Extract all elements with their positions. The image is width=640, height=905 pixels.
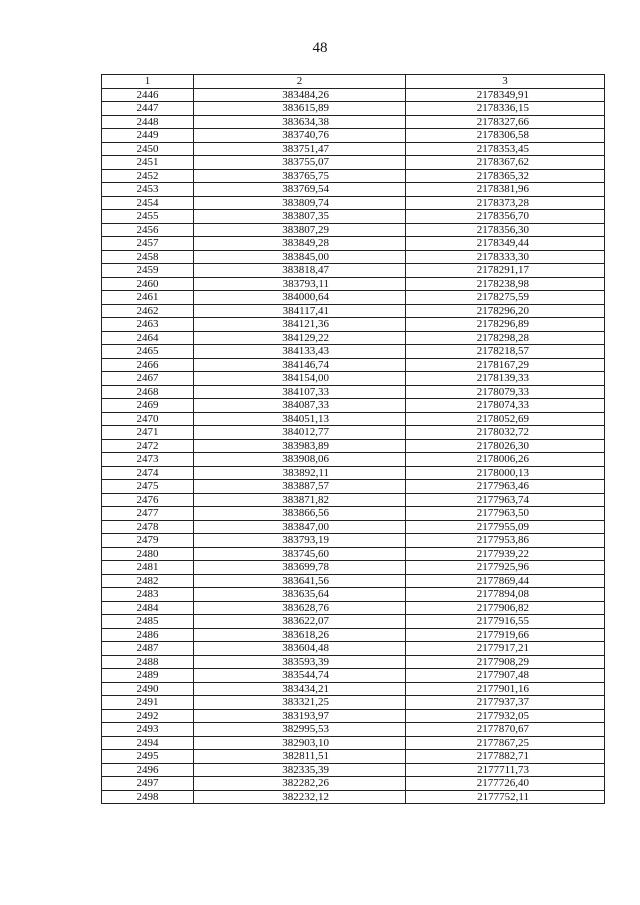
y-coordinate-cell: 2177963,46 [406, 480, 605, 494]
y-coordinate-cell: 2178291,17 [406, 264, 605, 278]
point-number-cell: 2474 [102, 466, 194, 480]
table-row [102, 237, 605, 251]
y-coordinate-cell: 2178356,30 [406, 223, 605, 237]
y-coordinate-cell: 2178349,44 [406, 237, 605, 251]
x-coordinate-cell: 383699,78 [194, 561, 406, 575]
y-coordinate-cell: 2177925,96 [406, 561, 605, 575]
y-coordinate-cell: 2177882,71 [406, 750, 605, 764]
x-coordinate-cell: 383618,26 [194, 628, 406, 642]
y-coordinate-cell: 2178349,91 [406, 88, 605, 102]
point-number-cell: 2462 [102, 304, 194, 318]
point-number-cell: 2488 [102, 655, 194, 669]
table-row [102, 547, 605, 561]
y-coordinate-cell: 2178333,30 [406, 250, 605, 264]
x-coordinate-cell: 383321,25 [194, 696, 406, 710]
y-coordinate-cell: 2177711,73 [406, 763, 605, 777]
table-row [102, 345, 605, 359]
y-coordinate-cell: 2177752,11 [406, 790, 605, 804]
x-coordinate-cell: 384121,36 [194, 318, 406, 332]
x-coordinate-cell: 383887,57 [194, 480, 406, 494]
table-row [102, 385, 605, 399]
x-coordinate-cell: 383628,76 [194, 601, 406, 615]
x-coordinate-cell: 383755,07 [194, 156, 406, 170]
table-row [102, 210, 605, 224]
table-row [102, 183, 605, 197]
x-coordinate-cell: 383809,74 [194, 196, 406, 210]
y-coordinate-cell: 2177916,55 [406, 615, 605, 629]
point-number-cell: 2447 [102, 102, 194, 116]
y-coordinate-cell: 2177894,08 [406, 588, 605, 602]
y-coordinate-cell: 2178000,13 [406, 466, 605, 480]
point-number-cell: 2489 [102, 669, 194, 683]
point-number-cell: 2470 [102, 412, 194, 426]
table-row [102, 196, 605, 210]
y-coordinate-cell: 2177953,86 [406, 534, 605, 548]
table-row [102, 709, 605, 723]
point-number-cell: 2477 [102, 507, 194, 521]
point-number-cell: 2451 [102, 156, 194, 170]
y-coordinate-cell: 2178296,20 [406, 304, 605, 318]
y-coordinate-cell: 2177937,37 [406, 696, 605, 710]
y-coordinate-cell: 2177963,50 [406, 507, 605, 521]
table-row [102, 304, 605, 318]
point-number-cell: 2467 [102, 372, 194, 386]
x-coordinate-cell: 383641,56 [194, 574, 406, 588]
point-number-cell: 2456 [102, 223, 194, 237]
point-number-cell: 2492 [102, 709, 194, 723]
table-row [102, 601, 605, 615]
column-header-2: 2 [194, 75, 406, 89]
x-coordinate-cell: 384133,43 [194, 345, 406, 359]
point-number-cell: 2461 [102, 291, 194, 305]
x-coordinate-cell: 382335,39 [194, 763, 406, 777]
table-row [102, 372, 605, 386]
point-number-cell: 2472 [102, 439, 194, 453]
x-coordinate-cell: 383983,89 [194, 439, 406, 453]
table-row [102, 696, 605, 710]
y-coordinate-cell: 2178356,70 [406, 210, 605, 224]
point-number-cell: 2450 [102, 142, 194, 156]
table-row [102, 574, 605, 588]
point-number-cell: 2455 [102, 210, 194, 224]
point-number-cell: 2485 [102, 615, 194, 629]
point-number-cell: 2458 [102, 250, 194, 264]
table-row [102, 412, 605, 426]
y-coordinate-cell: 2177907,48 [406, 669, 605, 683]
y-coordinate-cell: 2178052,69 [406, 412, 605, 426]
x-coordinate-cell: 384129,22 [194, 331, 406, 345]
table-row [102, 615, 605, 629]
x-coordinate-cell: 383793,11 [194, 277, 406, 291]
y-coordinate-cell: 2177870,67 [406, 723, 605, 737]
x-coordinate-cell: 383871,82 [194, 493, 406, 507]
x-coordinate-cell: 383745,60 [194, 547, 406, 561]
x-coordinate-cell: 383751,47 [194, 142, 406, 156]
point-number-cell: 2463 [102, 318, 194, 332]
y-coordinate-cell: 2178238,98 [406, 277, 605, 291]
point-number-cell: 2498 [102, 790, 194, 804]
x-coordinate-cell: 383193,97 [194, 709, 406, 723]
point-number-cell: 2465 [102, 345, 194, 359]
point-number-cell: 2493 [102, 723, 194, 737]
point-number-cell: 2487 [102, 642, 194, 656]
x-coordinate-cell: 383740,76 [194, 129, 406, 143]
y-coordinate-cell: 2178218,57 [406, 345, 605, 359]
point-number-cell: 2446 [102, 88, 194, 102]
x-coordinate-cell: 383849,28 [194, 237, 406, 251]
x-coordinate-cell: 383622,07 [194, 615, 406, 629]
y-coordinate-cell: 2178006,26 [406, 453, 605, 467]
x-coordinate-cell: 383845,00 [194, 250, 406, 264]
point-number-cell: 2452 [102, 169, 194, 183]
point-number-cell: 2453 [102, 183, 194, 197]
table-row [102, 277, 605, 291]
point-number-cell: 2476 [102, 493, 194, 507]
y-coordinate-cell: 2178074,33 [406, 399, 605, 413]
table-row [102, 736, 605, 750]
table-row [102, 129, 605, 143]
point-number-cell: 2459 [102, 264, 194, 278]
x-coordinate-cell: 383908,06 [194, 453, 406, 467]
point-number-cell: 2479 [102, 534, 194, 548]
table-row [102, 480, 605, 494]
table-row [102, 642, 605, 656]
point-number-cell: 2495 [102, 750, 194, 764]
table-row [102, 115, 605, 129]
y-coordinate-cell: 2177919,66 [406, 628, 605, 642]
table-row [102, 318, 605, 332]
table-row [102, 777, 605, 791]
table-header-row [102, 75, 605, 89]
point-number-cell: 2496 [102, 763, 194, 777]
table-row [102, 763, 605, 777]
point-number-cell: 2473 [102, 453, 194, 467]
x-coordinate-cell: 383765,75 [194, 169, 406, 183]
point-number-cell: 2454 [102, 196, 194, 210]
point-number-cell: 2464 [102, 331, 194, 345]
table-row [102, 520, 605, 534]
y-coordinate-cell: 2177908,29 [406, 655, 605, 669]
x-coordinate-cell: 382811,51 [194, 750, 406, 764]
table-row [102, 507, 605, 521]
point-number-cell: 2486 [102, 628, 194, 642]
y-coordinate-cell: 2178079,33 [406, 385, 605, 399]
table-row [102, 156, 605, 170]
table-body [102, 88, 605, 804]
coordinates-table [101, 74, 605, 804]
point-number-cell: 2494 [102, 736, 194, 750]
x-coordinate-cell: 382282,26 [194, 777, 406, 791]
point-number-cell: 2497 [102, 777, 194, 791]
x-coordinate-cell: 383818,47 [194, 264, 406, 278]
point-number-cell: 2482 [102, 574, 194, 588]
table-row [102, 264, 605, 278]
x-coordinate-cell: 384117,41 [194, 304, 406, 318]
point-number-cell: 2475 [102, 480, 194, 494]
y-coordinate-cell: 2178373,28 [406, 196, 605, 210]
x-coordinate-cell: 382995,53 [194, 723, 406, 737]
table-row [102, 169, 605, 183]
x-coordinate-cell: 382232,12 [194, 790, 406, 804]
table-row [102, 358, 605, 372]
table-row [102, 561, 605, 575]
y-coordinate-cell: 2178327,66 [406, 115, 605, 129]
y-coordinate-cell: 2177901,16 [406, 682, 605, 696]
table-row [102, 655, 605, 669]
table-row [102, 88, 605, 102]
table-row [102, 723, 605, 737]
x-coordinate-cell: 384000,64 [194, 291, 406, 305]
x-coordinate-cell: 383807,35 [194, 210, 406, 224]
x-coordinate-cell: 383434,21 [194, 682, 406, 696]
table-row [102, 399, 605, 413]
column-header-1: 1 [102, 75, 194, 89]
x-coordinate-cell: 383615,89 [194, 102, 406, 116]
table-row [102, 534, 605, 548]
x-coordinate-cell: 383634,38 [194, 115, 406, 129]
table-row [102, 588, 605, 602]
y-coordinate-cell: 2178032,72 [406, 426, 605, 440]
x-coordinate-cell: 383484,26 [194, 88, 406, 102]
y-coordinate-cell: 2177917,21 [406, 642, 605, 656]
point-number-cell: 2480 [102, 547, 194, 561]
table-row [102, 331, 605, 345]
x-coordinate-cell: 384107,33 [194, 385, 406, 399]
table-row [102, 223, 605, 237]
table-row [102, 682, 605, 696]
x-coordinate-cell: 382903,10 [194, 736, 406, 750]
x-coordinate-cell: 384051,13 [194, 412, 406, 426]
column-header-3: 3 [406, 75, 605, 89]
y-coordinate-cell: 2177726,40 [406, 777, 605, 791]
y-coordinate-cell: 2178306,58 [406, 129, 605, 143]
y-coordinate-cell: 2178336,15 [406, 102, 605, 116]
y-coordinate-cell: 2177867,25 [406, 736, 605, 750]
y-coordinate-cell: 2178296,89 [406, 318, 605, 332]
y-coordinate-cell: 2178298,28 [406, 331, 605, 345]
table-row [102, 102, 605, 116]
point-number-cell: 2468 [102, 385, 194, 399]
y-coordinate-cell: 2178367,62 [406, 156, 605, 170]
point-number-cell: 2457 [102, 237, 194, 251]
point-number-cell: 2460 [102, 277, 194, 291]
y-coordinate-cell: 2178381,96 [406, 183, 605, 197]
table-row [102, 453, 605, 467]
table-row [102, 426, 605, 440]
x-coordinate-cell: 383807,29 [194, 223, 406, 237]
x-coordinate-cell: 383847,00 [194, 520, 406, 534]
table-row [102, 790, 605, 804]
x-coordinate-cell: 384087,33 [194, 399, 406, 413]
point-number-cell: 2449 [102, 129, 194, 143]
x-coordinate-cell: 383544,74 [194, 669, 406, 683]
point-number-cell: 2491 [102, 696, 194, 710]
point-number-cell: 2483 [102, 588, 194, 602]
y-coordinate-cell: 2178139,33 [406, 372, 605, 386]
y-coordinate-cell: 2178026,30 [406, 439, 605, 453]
y-coordinate-cell: 2177932,05 [406, 709, 605, 723]
table-row [102, 493, 605, 507]
page-number: 48 [312, 40, 328, 56]
y-coordinate-cell: 2177906,82 [406, 601, 605, 615]
y-coordinate-cell: 2178275,59 [406, 291, 605, 305]
table-row [102, 291, 605, 305]
y-coordinate-cell: 2177869,44 [406, 574, 605, 588]
table-row [102, 250, 605, 264]
x-coordinate-cell: 384154,00 [194, 372, 406, 386]
table-row [102, 142, 605, 156]
point-number-cell: 2484 [102, 601, 194, 615]
x-coordinate-cell: 383604,48 [194, 642, 406, 656]
x-coordinate-cell: 383892,11 [194, 466, 406, 480]
y-coordinate-cell: 2177955,09 [406, 520, 605, 534]
x-coordinate-cell: 383769,54 [194, 183, 406, 197]
point-number-cell: 2448 [102, 115, 194, 129]
table-row [102, 750, 605, 764]
point-number-cell: 2466 [102, 358, 194, 372]
x-coordinate-cell: 383793,19 [194, 534, 406, 548]
table-row [102, 439, 605, 453]
point-number-cell: 2481 [102, 561, 194, 575]
x-coordinate-cell: 384012,77 [194, 426, 406, 440]
x-coordinate-cell: 383635,64 [194, 588, 406, 602]
point-number-cell: 2478 [102, 520, 194, 534]
y-coordinate-cell: 2177939,22 [406, 547, 605, 561]
table-row [102, 669, 605, 683]
table-row [102, 628, 605, 642]
point-number-cell: 2490 [102, 682, 194, 696]
table-row [102, 466, 605, 480]
y-coordinate-cell: 2178353,45 [406, 142, 605, 156]
y-coordinate-cell: 2177963,74 [406, 493, 605, 507]
point-number-cell: 2469 [102, 399, 194, 413]
x-coordinate-cell: 383866,56 [194, 507, 406, 521]
y-coordinate-cell: 2178365,32 [406, 169, 605, 183]
point-number-cell: 2471 [102, 426, 194, 440]
x-coordinate-cell: 383593,39 [194, 655, 406, 669]
x-coordinate-cell: 384146,74 [194, 358, 406, 372]
y-coordinate-cell: 2178167,29 [406, 358, 605, 372]
